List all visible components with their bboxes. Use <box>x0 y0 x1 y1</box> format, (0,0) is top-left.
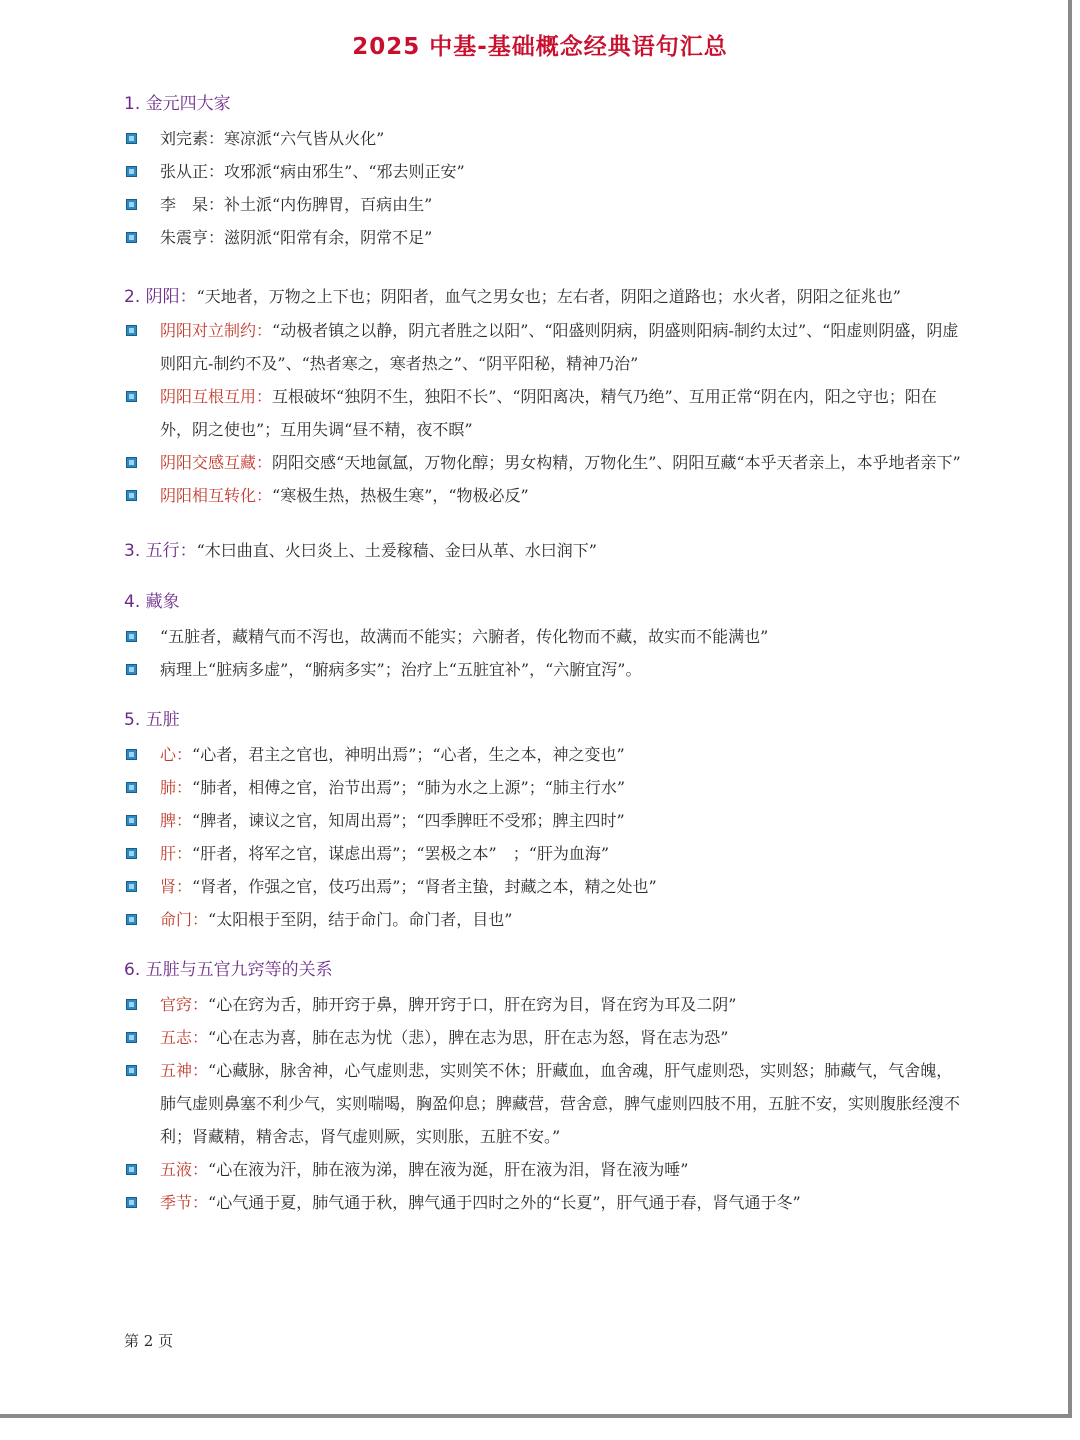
item-text: “心气通于夏，肺气通于秋，脾气通于四时之外的“长夏”，肝气通于春，肾气通于冬” <box>208 1193 801 1212</box>
item-text: “寒极生热，热极生寒”，“物极必反” <box>272 486 529 505</box>
list-item <box>124 1153 962 1186</box>
section-intro <box>124 534 962 568</box>
section-yinyang <box>124 280 962 512</box>
item-text: 病理上“脏病多虚”，“腑病多实”；治疗上“五脏宜补”，“六腑宜泻”。 <box>160 660 642 679</box>
square-bullet-icon <box>126 815 137 826</box>
list-item <box>124 988 962 1021</box>
item-text: 朱震亨：滋阴派“阳常有余，阴常不足” <box>160 228 433 247</box>
section-relations <box>124 958 962 1219</box>
item-text: “肾者，作强之官，伎巧出焉”；“肾者主蛰，封藏之本，精之处也” <box>192 877 657 896</box>
square-bullet-icon <box>126 232 137 243</box>
list-item <box>124 804 962 837</box>
square-bullet-icon <box>126 631 137 642</box>
item-text: “心在志为喜，肺在志为忧（悲），脾在志为思，肝在志为怒，肾在志为恐” <box>208 1028 729 1047</box>
item-label: 阴阳相互转化： <box>160 486 273 505</box>
section-zangxiang <box>124 590 962 686</box>
item-label: 阴阳交感互藏： <box>160 453 273 472</box>
list-item <box>124 738 962 771</box>
square-bullet-icon <box>126 457 137 468</box>
section-heading: 1. 金元四大家 <box>124 94 231 114</box>
item-text: “脾者，谏议之官，知周出焉”；“四季脾旺不受邪；脾主四时” <box>192 811 625 830</box>
section-heading: 3. 五行： <box>124 541 197 561</box>
item-label: 季节： <box>160 1193 209 1212</box>
item-text: 张从正：攻邪派“病由邪生”、“邪去则正安” <box>160 162 465 181</box>
square-bullet-icon <box>126 490 137 501</box>
square-bullet-icon <box>126 1032 137 1043</box>
item-text: “心藏脉，脉舍神，心气虚则悲，实则笑不休；肝藏血，血舍魂，肝气虚则恐，实则怒；肺藏气，气舍魄，肺气虚则鼻塞不利少气，实则喘喝，胸盈仰息；脾藏营，营舍意，脾气虚则四肢不用，五脏不安，实则腹胀经溲不利；肾藏精，精舍志，肾气虚则厥，实则胀，五脏不安。” <box>160 1061 961 1146</box>
list-item <box>124 188 962 221</box>
list-item <box>124 1186 962 1219</box>
section-intro <box>124 280 962 314</box>
content-body <box>124 92 962 1219</box>
section-heading: 5. 五脏 <box>124 710 180 730</box>
list-item <box>124 837 962 870</box>
list-item <box>124 446 962 479</box>
list-item <box>124 771 962 804</box>
section-heading: 2. 阴阳： <box>124 287 197 307</box>
item-text: “心在窍为舌，肺开窍于鼻，脾开窍于口，肝在窍为目，肾在窍为耳及二阴” <box>208 995 737 1014</box>
item-label: 阴阳互根互用： <box>160 387 273 406</box>
list-item <box>124 221 962 254</box>
list-item <box>124 653 962 686</box>
list-item <box>124 380 962 446</box>
list-item <box>124 1021 962 1054</box>
section-jinyuan <box>124 92 962 254</box>
square-bullet-icon <box>126 999 137 1010</box>
item-text: 互根破坏“独阴不生，独阳不长”、“阴阳离决，精气乃绝”、互用正常“阴在内，阳之守也；阳在外，阴之使也”；互用失调“昼不精，夜不瞑” <box>160 387 937 439</box>
square-bullet-icon <box>126 133 137 144</box>
square-bullet-icon <box>126 391 137 402</box>
list-item <box>124 314 962 380</box>
list-item <box>124 122 962 155</box>
item-text: “肝者，将军之官，谋虑出焉”；“罢极之本” ；“肝为血海” <box>192 844 610 863</box>
list-item <box>124 620 962 653</box>
section-heading: 4. 藏象 <box>124 592 180 612</box>
square-bullet-icon <box>126 749 137 760</box>
item-text: “心在液为汗，肺在液为涕，脾在液为涎，肝在液为泪，肾在液为唾” <box>208 1160 689 1179</box>
square-bullet-icon <box>126 166 137 177</box>
item-label: 脾： <box>160 811 193 830</box>
item-label: 五液： <box>160 1160 209 1179</box>
section-text: “木曰曲直、火曰炎上、土爰稼穑、金曰从革、水曰润下” <box>196 541 597 560</box>
item-label: 心： <box>160 745 193 764</box>
square-bullet-icon <box>126 782 137 793</box>
item-label: 肾： <box>160 877 193 896</box>
section-wuzang <box>124 708 962 936</box>
list-item <box>124 479 962 512</box>
item-label: 肝： <box>160 844 193 863</box>
square-bullet-icon <box>126 1197 137 1208</box>
item-text: “动极者镇之以静，阴亢者胜之以阳”、“阳盛则阴病，阴盛则阳病-制约太过”、“阳虚则阴盛，阴虚则阳亢-制约不及”、“热者寒之，寒者热之”、“阴平阳秘，精神乃治” <box>160 321 959 373</box>
page-number: 第 2 页 <box>124 1332 174 1350</box>
square-bullet-icon <box>126 1065 137 1076</box>
square-bullet-icon <box>126 914 137 925</box>
square-bullet-icon <box>126 881 137 892</box>
item-label: 阴阳对立制约： <box>160 321 273 340</box>
list-item <box>124 1054 962 1153</box>
item-text: “心者，君主之官也，神明出焉”；“心者，生之本，神之变也” <box>192 745 625 764</box>
section-text: “天地者，万物之上下也；阴阳者，血气之男女也；左右者，阴阳之道路也；水火者，阴阳之征兆也” <box>196 287 901 306</box>
item-label: 肺： <box>160 778 193 797</box>
item-label: 命门： <box>160 910 209 929</box>
item-text: “肺者，相傅之官，治节出焉”；“肺为水之上源”；“肺主行水” <box>192 778 626 797</box>
section-heading: 6. 五脏与五官九窍等的关系 <box>124 960 333 980</box>
item-label: 五志： <box>160 1028 209 1047</box>
square-bullet-icon <box>126 199 137 210</box>
section-wuxing <box>124 534 962 568</box>
page-title: 2025 中基-基础概念经典语句汇总 <box>352 34 728 60</box>
list-item <box>124 155 962 188</box>
square-bullet-icon <box>126 325 137 336</box>
square-bullet-icon <box>126 848 137 859</box>
item-label: 五神： <box>160 1061 209 1080</box>
item-text: “太阳根于至阴，结于命门。命门者，目也” <box>208 910 513 929</box>
square-bullet-icon <box>126 1164 137 1175</box>
item-text: 李 杲：补土派“内伤脾胃，百病由生” <box>160 195 433 214</box>
item-label: 官窍： <box>160 995 209 1014</box>
square-bullet-icon <box>126 664 137 675</box>
item-text: 刘完素：寒凉派“六气皆从火化” <box>160 129 385 148</box>
item-text: “五脏者，藏精气而不泻也，故满而不能实；六腑者，传化物而不藏，故实而不能满也” <box>160 627 769 646</box>
list-item <box>124 870 962 903</box>
item-text: 阴阳交感“天地氤氲，万物化醇；男女构精，万物化生”、阴阳互藏“本乎天者亲上，本乎地者亲下” <box>272 453 961 472</box>
list-item <box>124 903 962 936</box>
